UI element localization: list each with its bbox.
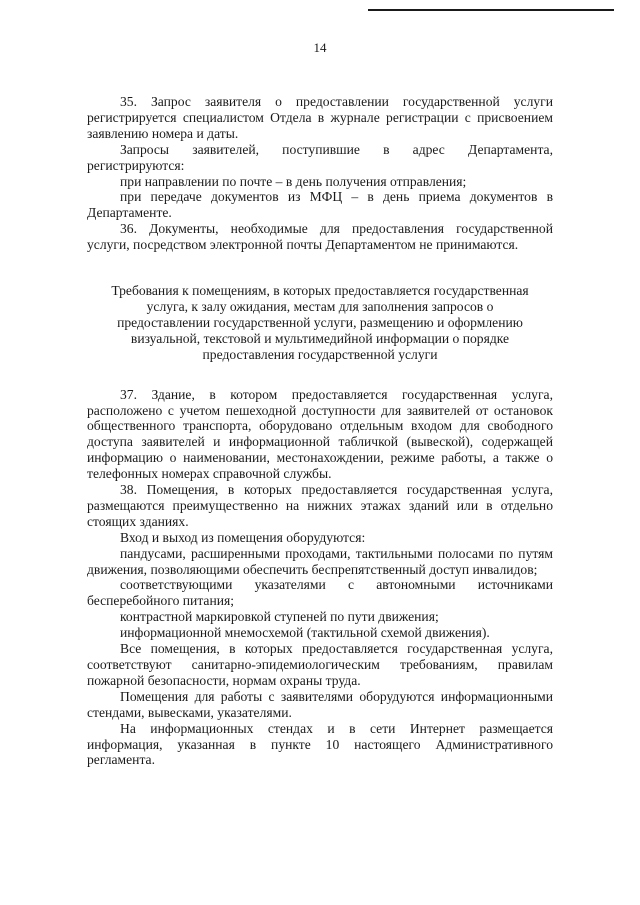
- document-body: [87, 94, 553, 768]
- paragraph-requests: Запросы заявителей, поступившие в адрес Департамента, регистрируются:: [87, 141, 553, 173]
- section-heading-line: предоставлении государственной услуги, размещению и оформлению: [117, 314, 523, 330]
- paragraph-38: 38. Помещения, в которых предоставляется государственная услуга, размещаются преимущественно на нижних этажах зданий или в отдельно стоящих зданиях.: [87, 482, 553, 529]
- paragraph-internet: На информационных стендах и в сети Интернет размещается информация, указанная в пункте 10 настоящего Административного регламента.: [87, 720, 553, 768]
- paragraph-signs: соответствующими указателями с автономными источниками бесперебойного питания;: [87, 577, 553, 609]
- paragraph-entrance: Вход и выход из помещения оборудуются:: [120, 529, 366, 545]
- section-heading-line: предоставления государственной услуги: [202, 346, 438, 362]
- paragraph-by-mail: при направлении по почте – в день получения отправления;: [120, 173, 467, 189]
- paragraph-mnemonic: информационной мнемосхемой (тактильной схемой движения).: [120, 625, 490, 641]
- paragraph-37: 37. Здание, в котором предоставляется государственная услуга, расположено с учетом пешеходной доступности для заявителей от остановок общественного транспорта, оборудовано отдельным входом для свободного доступа заявителей и информационной табличкой (вывеской), содержащей информацию о наименовании, местонахождении, режиме работы, а также о телефонных номерах справочной службы.: [87, 386, 553, 482]
- paragraph-marking: контрастной маркировкой ступеней по пути движения;: [120, 609, 439, 625]
- section-heading-line: Требования к помещениям, в которых предоставляется государственная: [111, 283, 529, 299]
- section-heading-line: услуга, к залу ожидания, местам для заполнения запросов о: [146, 298, 494, 314]
- paragraph-from-mfc: при передаче документов из МФЦ – в день приема документов в Департаменте.: [87, 189, 553, 221]
- paragraph-ramps: пандусами, расширенными проходами, тактильными полосами по путям движения, позволяющими обеспечить беспрепятственный доступ инвалидов;: [87, 545, 553, 577]
- header-rule: [368, 9, 614, 11]
- section-heading-line: визуальной, текстовой и мультимедийной информации о порядке: [130, 330, 510, 346]
- paragraph-35: 35. Запрос заявителя о предоставлении государственной услуги регистрируется специалистом Отдела в журнале регистрации с присвоением заявлению номера и даты.: [87, 94, 553, 141]
- paragraph-sanitary: Все помещения, в которых предоставляется государственная услуга, соответствуют санитарно-эпидемиологическим требованиям, правилам пожарной безопасности, нормам охраны труда.: [87, 641, 553, 688]
- paragraph-stands: Помещения для работы с заявителями оборудуются информационными стендами, вывесками, указателями.: [87, 688, 553, 720]
- section-heading: [87, 283, 553, 363]
- page-number: 14: [313, 40, 327, 55]
- paragraph-36: 36. Документы, необходимые для предоставления государственной услуги, посредством электронной почты Департаментом не принимаются.: [87, 221, 553, 253]
